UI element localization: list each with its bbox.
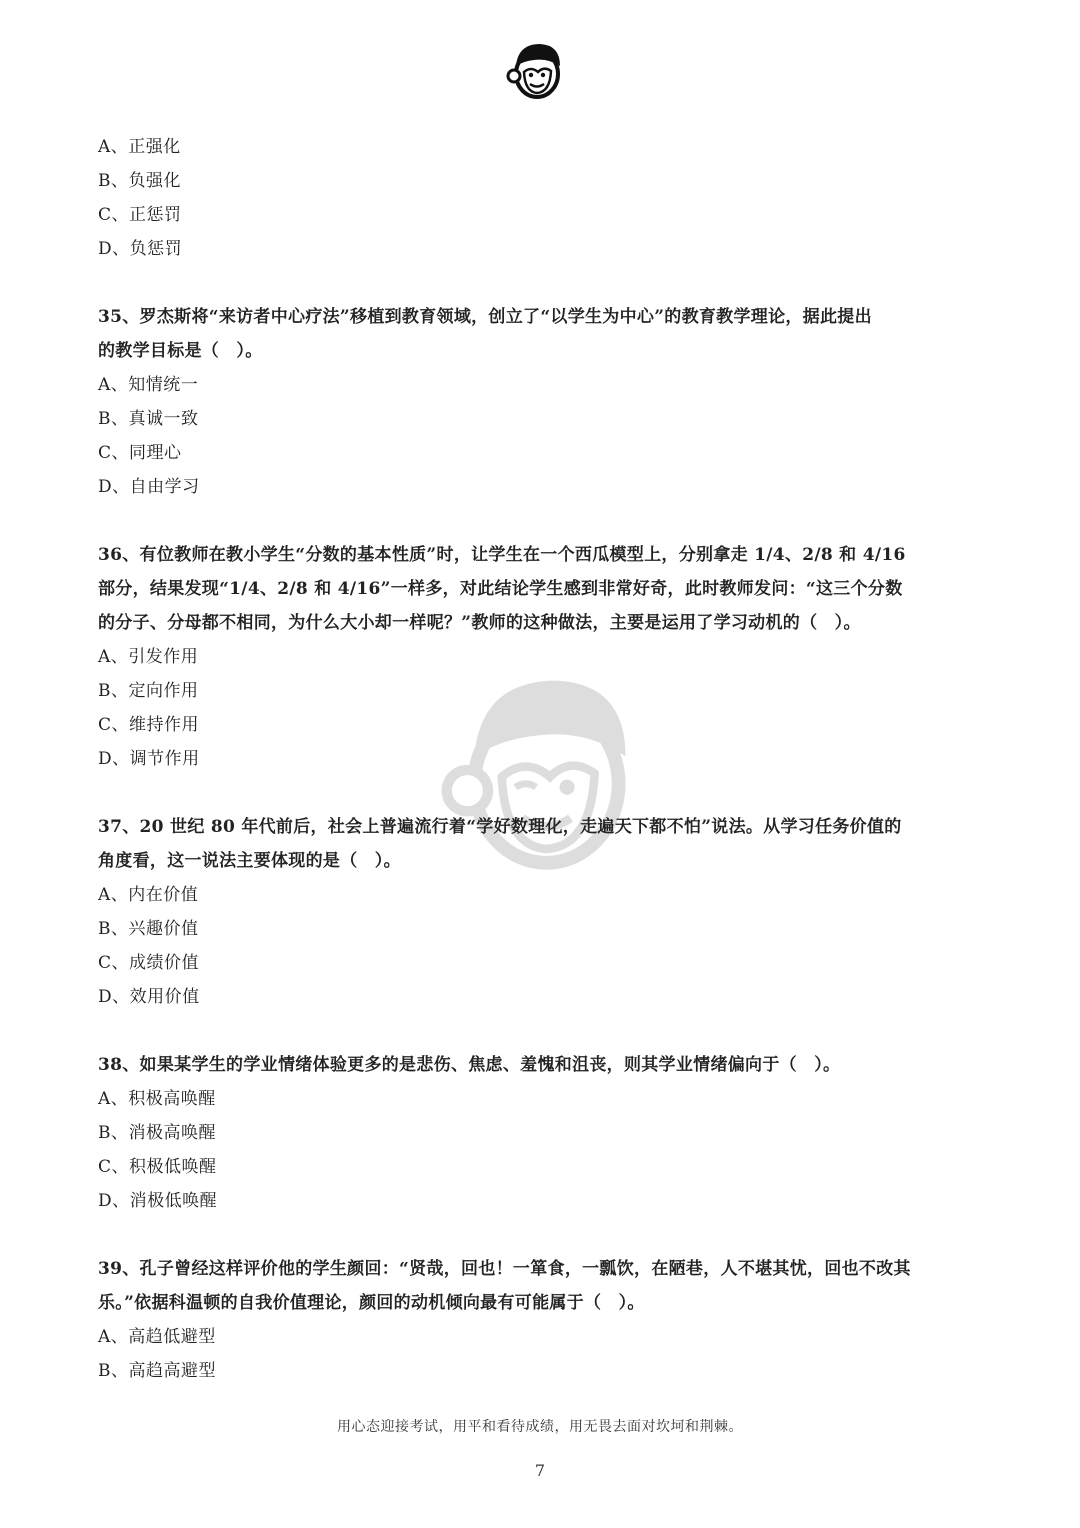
question-39-stem: 39、孔子曾经这样评价他的学生颜回：“贤哉，回也！一箪食，一瓢饮，在陋巷，人不堪其忧，回也不改其 乐。”依据科温顿的自我价值理论，颜回的动机倾向最有可能属于（ ）。 [98,1259,911,1313]
option-b: B、兴趣价值 [98,919,199,939]
option-c: C、积极低唤醒 [98,1157,217,1177]
option-b: B、定向作用 [98,681,199,701]
option-a: A、正强化 [98,137,181,157]
option-d: D、消极低唤醒 [98,1191,218,1211]
option-a: A、引发作用 [98,647,199,667]
footer-motto: 用心态迎接考试，用平和看待成绩，用无畏去面对坎坷和荆棘。 [337,1419,743,1435]
option-d: D、负惩罚 [98,239,183,259]
option-d: D、自由学习 [98,477,200,497]
option-d: D、效用价值 [98,987,200,1007]
monkey-mascot-icon [504,38,568,102]
question-37-stem: 37、20 世纪 80 年代前后，社会上普遍流行着“学好数理化，走遍天下都不怕”说法。从学习任务价值的 角度看，这一说法主要体现的是（ ）。 [98,817,902,871]
option-a: A、内在价值 [98,885,199,905]
option-b: B、负强化 [98,171,181,191]
question-content [98,130,988,1388]
option-b: B、真诚一致 [98,409,199,429]
option-c: C、正惩罚 [98,205,182,225]
option-b: B、高趋高避型 [98,1361,216,1381]
option-c: C、维持作用 [98,715,200,735]
question-38-stem: 38、如果某学生的学业情绪体验更多的是悲伤、焦虑、羞愧和沮丧，则其学业情绪偏向于（ ）。 [98,1055,841,1075]
question-36-stem: 36、有位教师在教小学生“分数的基本性质”时，让学生在一个西瓜模型上，分别拿走 1/4、2/8 和 4/16 部分，结果发现“1/4、2/8 和 4/16”一样多，对此结论学生感到非常好奇，此时教师发问：“这三个分数 的分子、分母都不相同，为什么大小却一样呢？”教师的这种做法，主要是运用了学习动机的（ ）。 [98,545,906,633]
option-a: A、高趋低避型 [98,1327,216,1347]
option-a: A、积极高唤醒 [98,1089,216,1109]
option-c: C、成绩价值 [98,953,200,973]
option-a: A、知情统一 [98,375,199,395]
option-b: B、消极高唤醒 [98,1123,216,1143]
option-d: D、调节作用 [98,749,200,769]
page-number: 7 [534,1461,546,1480]
option-c: C、同理心 [98,443,182,463]
question-35-stem: 35、罗杰斯将“来访者中心疗法”移植到教育领域，创立了“以学生为中心”的教育教学理论，据此提出 的教学目标是（ ）。 [98,307,872,361]
